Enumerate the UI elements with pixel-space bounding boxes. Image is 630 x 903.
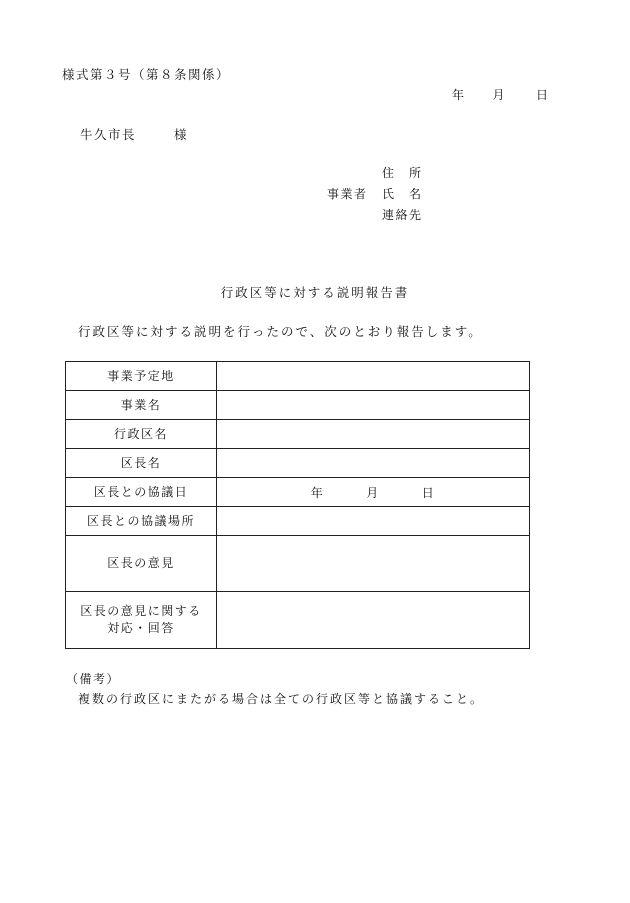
remarks-heading: （備考）: [66, 672, 121, 686]
row-value[interactable]: [217, 362, 530, 391]
row-label: 区長の意見: [66, 536, 217, 592]
table-row: [66, 478, 530, 507]
applicant-role: 事業者: [327, 187, 368, 201]
row-label: 区長との協議日: [66, 478, 217, 507]
table-row: [66, 362, 530, 391]
date-year: 年: [452, 88, 466, 102]
consult-day: 日: [421, 485, 436, 500]
intro-text: 行政区等に対する説明を行ったので、次のとおり報告します。: [78, 324, 483, 339]
row-value[interactable]: [217, 391, 530, 420]
report-date: [452, 86, 550, 103]
consultation-date-cell[interactable]: [217, 478, 530, 507]
applicant-block: [327, 163, 423, 226]
row-value[interactable]: [217, 449, 530, 478]
row-label: 区長との協議場所: [66, 507, 217, 536]
row-value[interactable]: [217, 536, 530, 592]
consult-month: 月: [366, 485, 380, 500]
addressee: [80, 125, 188, 143]
addressee-name: 牛久市長: [80, 127, 137, 142]
date-month: 月: [492, 88, 507, 102]
table-row: [66, 420, 530, 449]
table-row: [66, 507, 530, 536]
addressee-honorific: 様: [174, 127, 189, 142]
table-row: [66, 449, 530, 478]
row-label: 区長名: [66, 449, 217, 478]
table-row: [66, 536, 530, 592]
row-value[interactable]: [217, 507, 530, 536]
document-title: 行政区等に対する説明報告書: [220, 285, 410, 300]
form-number: 様式第３号（第８条関係）: [62, 67, 231, 82]
applicant-address-label: 住 所: [382, 166, 423, 180]
table-row: [66, 391, 530, 420]
remarks-text: 複数の行政区にまたがる場合は全ての行政区等と協議すること。: [78, 692, 485, 706]
table-row: [66, 592, 530, 649]
applicant-name-label: 氏 名: [382, 187, 423, 201]
report-table: [65, 361, 530, 649]
row-label: 事業予定地: [66, 362, 217, 391]
row-label: 行政区名: [66, 420, 217, 449]
row-value[interactable]: [217, 420, 530, 449]
consult-year: 年: [310, 485, 325, 500]
row-label: 区長の意見に関する 対応・回答: [66, 592, 217, 649]
date-day: 日: [536, 88, 550, 102]
row-label: 事業名: [66, 391, 217, 420]
applicant-contact-label: 連絡先: [382, 208, 423, 222]
row-value[interactable]: [217, 592, 530, 649]
